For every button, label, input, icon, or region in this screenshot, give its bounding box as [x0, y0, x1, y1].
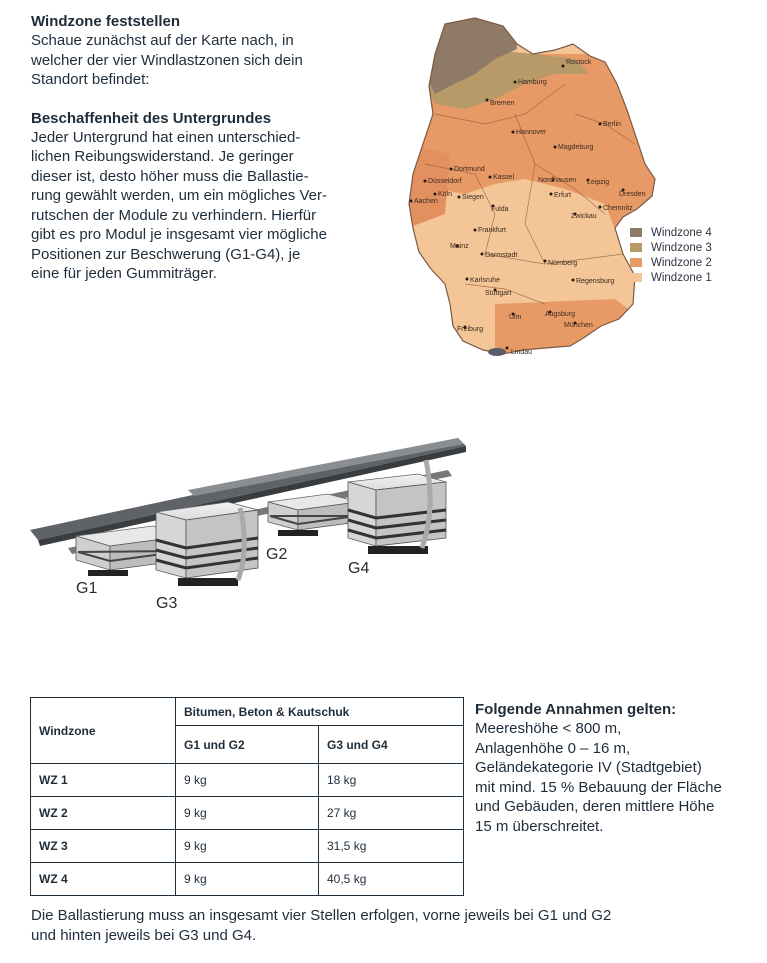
- ground-block: [31, 109, 391, 284]
- city-label: Ulm: [509, 314, 522, 321]
- city-label: Aachen: [414, 198, 438, 205]
- legend-label: Windzone 1: [651, 271, 712, 284]
- legend-swatch: [630, 273, 642, 282]
- map-legend: [630, 225, 712, 285]
- city-label: Siegen: [462, 194, 484, 201]
- assumptions-section: [475, 700, 765, 836]
- windzone-block: [31, 12, 391, 90]
- cell-zone: WZ 3: [31, 830, 176, 863]
- city-label: Dortmund: [454, 166, 485, 173]
- city-label: Nürnberg: [548, 260, 578, 267]
- city-label: Fulda: [491, 206, 509, 213]
- germany-map-graphic: [405, 14, 735, 364]
- header-g1g2: G1 und G2: [176, 726, 319, 764]
- cell-zone: WZ 1: [31, 764, 176, 797]
- legend-swatch: [630, 258, 642, 267]
- city-label: München: [564, 322, 593, 329]
- city-label: Leipzig: [587, 179, 610, 186]
- city-label: Rostock: [566, 59, 592, 66]
- table-row: [31, 764, 464, 797]
- city-label: Hannover: [516, 129, 547, 136]
- cell-g3g4: 40,5 kg: [319, 863, 464, 896]
- assumptions-text: Meereshöhe < 800 m, Anlagenhöhe 0 – 16 m, Geländekategorie IV (Stadtgebiet) mit mind. 15 % Bebauung der Fläche und Gebäuden, deren mittlere Höhe 15 m überschreitet.: [475, 720, 722, 835]
- header-surface: Bitumen, Beton & Kautschuk: [176, 698, 464, 726]
- header-windzone: Windzone: [31, 698, 176, 764]
- ballast-table: [30, 697, 464, 896]
- city-label: Düsseldorf: [428, 178, 462, 185]
- city-label: Kassel: [493, 174, 515, 181]
- ground-heading: Beschaffenheit des Untergrundes: [31, 109, 272, 127]
- city-label: Dresden: [619, 191, 646, 198]
- label-g4: G4: [348, 560, 370, 577]
- legend-item: [630, 225, 712, 240]
- city-label: Stuttgart: [485, 290, 512, 297]
- cell-g1g2: 9 kg: [176, 797, 319, 830]
- cell-g1g2: 9 kg: [176, 764, 319, 797]
- label-g2: G2: [266, 546, 288, 563]
- header-g3g4: G3 und G4: [319, 726, 464, 764]
- legend-item: [630, 240, 712, 255]
- intro-section: [31, 12, 391, 284]
- city-label: Chemnitz: [603, 205, 633, 212]
- legend-item: [630, 255, 712, 270]
- city-label: Frankfurt: [478, 227, 507, 234]
- ground-text: Jeder Untergrund hat einen unterschied- lichen Reibungswiderstand. Je geringer dieser ist, desto höher muss die Ballastie- rung gewählt werden, um ein mögliches Ver- rutschen der Module zu verhindern. Hierfür gibt es pro Modul je insgesamt vier mögliche Positionen zur Beschwerung (G1-G4), je eine für jeden Gummiträger.: [31, 128, 327, 282]
- table-row: [31, 830, 464, 863]
- windzone-text: Schaue zunächst auf der Karte nach, in welcher der vier Windlastzonen sich dein Standort befindet:: [31, 32, 303, 88]
- city-label: Lindau: [511, 349, 533, 356]
- legend-label: Windzone 4: [651, 226, 712, 239]
- city-label: Karlsruhe: [470, 277, 500, 284]
- mounting-graphic: [28, 430, 478, 620]
- city-label: Köln: [438, 191, 453, 198]
- cell-g1g2: 9 kg: [176, 863, 319, 896]
- footer-note: Die Ballastierung muss an insgesamt vier Stellen erfolgen, vorne jeweils bei G1 und G2 und hinten jeweils bei G3 und G4.: [31, 907, 612, 944]
- city-label: Augsburg: [545, 311, 575, 318]
- windzone-heading: Windzone feststellen: [31, 13, 181, 30]
- city-label: Nordhausen: [538, 177, 577, 184]
- cell-g3g4: 27 kg: [319, 797, 464, 830]
- cell-zone: WZ 2: [31, 797, 176, 830]
- city-label: Hamburg: [518, 79, 547, 86]
- city-label: Berlin: [603, 121, 621, 128]
- city-label: Darmstadt: [485, 252, 518, 259]
- ballast-box-g2: [268, 494, 358, 536]
- city-label: Mainz: [450, 243, 469, 250]
- city-label: Regensburg: [576, 278, 615, 285]
- legend-swatch: [630, 228, 642, 237]
- assumptions-heading: Folgende Annahmen gelten:: [475, 701, 677, 718]
- cell-g1g2: 9 kg: [176, 830, 319, 863]
- city-label: Zwickau: [571, 213, 597, 220]
- legend-label: Windzone 2: [651, 256, 712, 269]
- city-label: Bremen: [490, 100, 515, 107]
- ballast-box-g3: [156, 502, 258, 586]
- table-header-row: [31, 698, 464, 726]
- city-label: Freiburg: [457, 326, 484, 333]
- legend-item: [630, 270, 712, 285]
- cell-g3g4: 18 kg: [319, 764, 464, 797]
- city-label: Erfurt: [554, 192, 572, 199]
- ballast-mounting-diagram: [28, 430, 478, 620]
- cell-zone: WZ 4: [31, 863, 176, 896]
- legend-swatch: [630, 243, 642, 252]
- city-label: Magdeburg: [558, 144, 594, 151]
- table-row: [31, 797, 464, 830]
- label-g1: G1: [76, 580, 98, 597]
- label-g3: G3: [156, 595, 178, 612]
- cell-g3g4: 31,5 kg: [319, 830, 464, 863]
- windzone-map: [405, 14, 735, 364]
- legend-label: Windzone 3: [651, 241, 712, 254]
- table-row: [31, 863, 464, 896]
